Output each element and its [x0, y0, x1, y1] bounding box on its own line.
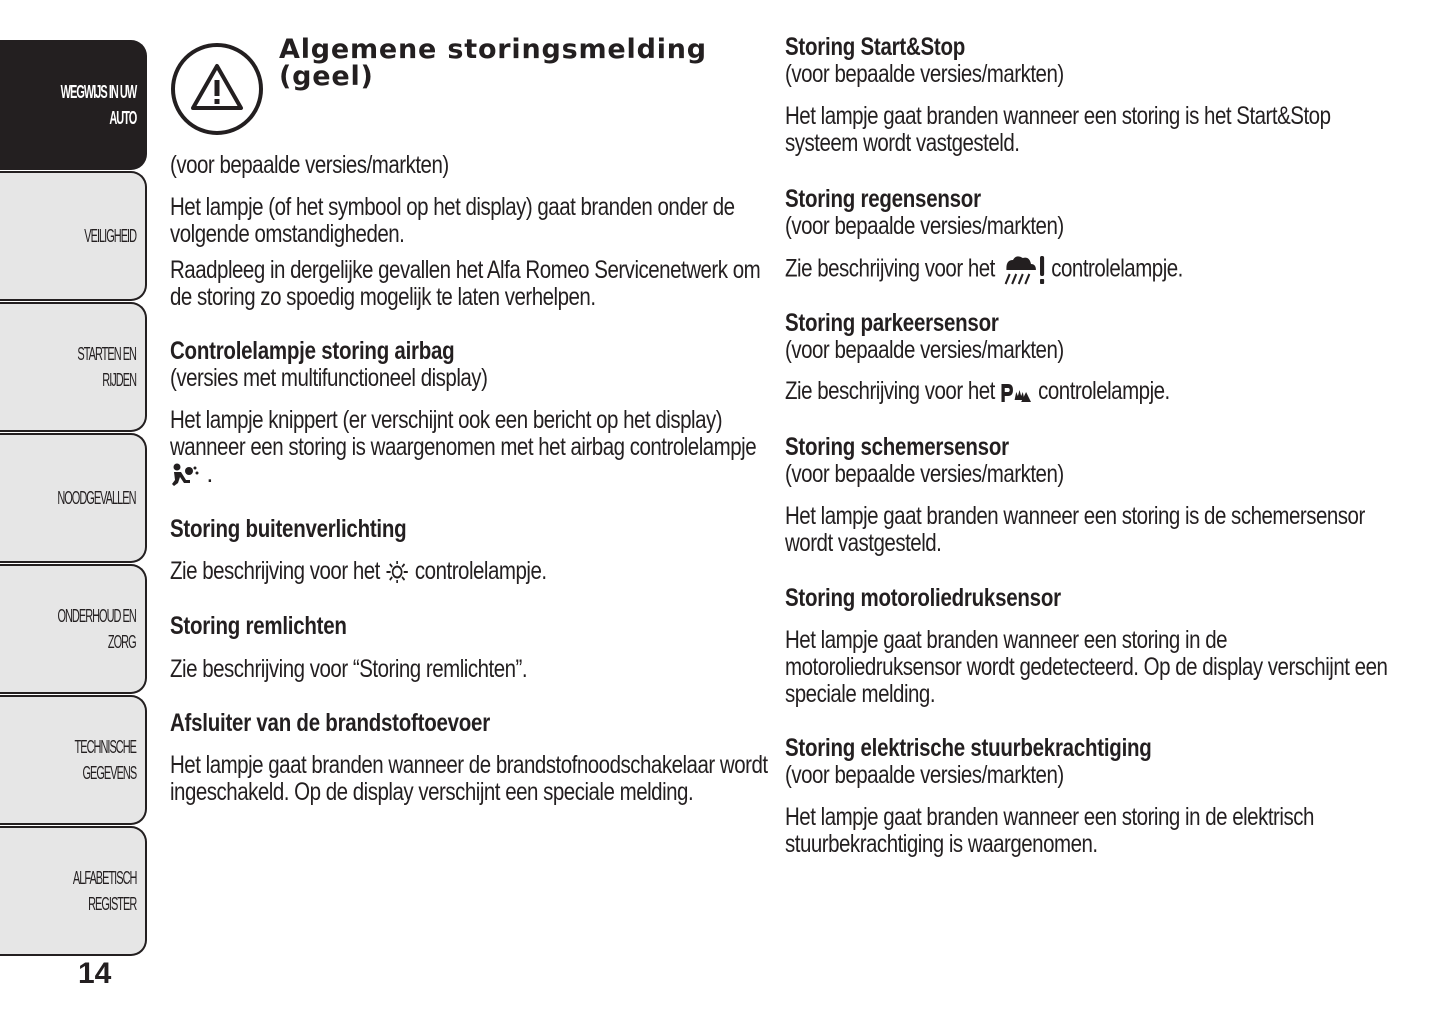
- tab-noodgevallen[interactable]: [0, 433, 147, 563]
- tab-technische-gegevens[interactable]: [0, 695, 147, 825]
- section-heading: Storing buitenverlichting: [170, 515, 407, 543]
- tab-label: ZORG: [108, 632, 136, 652]
- section-heading: Controlelampje storing airbag: [170, 337, 455, 365]
- body-line: motoroliedruksensor wordt gedetecteerd. Op de display verschijnt een: [785, 653, 1388, 681]
- body-text: controlelampje.: [1038, 377, 1170, 405]
- variant-note: (voor bepaalde versies/markten): [170, 151, 449, 179]
- variant-note: (voor bepaalde versies/markten): [785, 761, 1064, 789]
- body-text: Zie beschrijving voor het: [785, 254, 995, 283]
- variant-note: (voor bepaalde versies/markten): [785, 460, 1064, 488]
- tab-alfabetisch-register[interactable]: [0, 826, 147, 956]
- tab-label: AUTO: [109, 108, 136, 128]
- body-text: Zie beschrijving voor het: [170, 557, 380, 585]
- body-line: Het lampje gaat branden wanneer een storing in de: [785, 626, 1228, 654]
- light-bulb-icon: [385, 560, 410, 584]
- warning-triangle-icon: [170, 42, 264, 136]
- tab-label: NOODGEVALLEN: [57, 488, 136, 508]
- tab-onderhoud-en-zorg[interactable]: [0, 564, 147, 694]
- section-heading: Storing motoroliedruksensor: [785, 584, 1061, 612]
- tab-label: WEGWIJS IN UW: [60, 82, 136, 102]
- title-line: (geel): [279, 61, 374, 92]
- title-line: Algemene storingsmelding: [279, 34, 707, 65]
- variant-note: (versies met multifunctioneel display): [170, 364, 488, 392]
- body-text: controlelampje.: [1051, 254, 1183, 283]
- body-text: controlelampje.: [414, 557, 547, 585]
- tab-label: GEGEVENS: [82, 763, 136, 783]
- body-line: speciale melding.: [785, 680, 936, 708]
- tab-label: REGISTER: [87, 894, 136, 914]
- tab-label: TECHNISCHE: [74, 737, 136, 757]
- body-text: .: [206, 460, 213, 488]
- body-line: Het lampje (of het symbool op het display) gaat branden onder de: [170, 193, 735, 221]
- section-heading: Storing remlichten: [170, 612, 347, 640]
- variant-note: (voor bepaalde versies/markten): [785, 212, 1064, 240]
- section-heading: Storing Start&Stop: [785, 33, 966, 61]
- body-line: Raadpleeg in dergelijke gevallen het Alfa Romeo Servicenetwerk om: [170, 256, 761, 284]
- tab-starten-en-rijden[interactable]: [0, 302, 147, 432]
- body-line: Het lampje gaat branden wanneer een storing in de elektrisch: [785, 803, 1314, 831]
- tab-label: VEILIGHEID: [84, 226, 136, 246]
- variant-note: (voor bepaalde versies/markten): [785, 60, 1064, 88]
- body-line: wordt vastgesteld.: [785, 529, 942, 557]
- body-line: Het lampje knippert (er verschijnt ook een bericht op het display): [170, 406, 723, 434]
- section-heading: Storing schemersensor: [785, 433, 1009, 461]
- tab-veiligheid[interactable]: [0, 171, 147, 301]
- tab-label: STARTEN EN RIJDEN: [77, 344, 136, 390]
- body-line: Het lampje gaat branden wanneer een storing is de schemersensor: [785, 502, 1365, 530]
- body-line: wanneer een storing is waargenomen met het airbag controlelampje: [170, 433, 757, 461]
- airbag-icon: [170, 463, 200, 487]
- tab-wegwijs[interactable]: [0, 40, 147, 170]
- section-heading: Afsluiter van de brandstoftoevoer: [170, 709, 490, 737]
- rain-sensor-icon: [1000, 254, 1046, 286]
- tab-label: ALFABETISCH: [72, 868, 136, 888]
- body-line: Het lampje gaat branden wanneer de brandstofnoodschakelaar wordt: [170, 751, 768, 779]
- body-line: Het lampje gaat branden wanneer een storing is het Start&Stop: [785, 102, 1331, 130]
- section-heading: Storing regensensor: [785, 185, 981, 213]
- body-line: de storing zo spoedig mogelijk te laten verhelpen.: [170, 283, 596, 311]
- body-line: systeem wordt vastgesteld.: [785, 129, 1020, 157]
- page-number: 14: [78, 957, 112, 990]
- section-heading: Storing parkeersensor: [785, 309, 999, 337]
- tab-label: ONDERHOUD EN: [57, 606, 136, 626]
- general-warning-title: [279, 36, 869, 90]
- body-line: volgende omstandigheden.: [170, 220, 405, 248]
- body-line: Zie beschrijving voor “Storing remlichten”.: [170, 655, 528, 683]
- variant-note: (voor bepaalde versies/markten): [785, 336, 1064, 364]
- body-line: stuurbekrachtiging is waargenomen.: [785, 830, 1098, 858]
- section-heading: Storing elektrische stuurbekrachtiging: [785, 734, 1152, 762]
- body-line: ingeschakeld. Op de display verschijnt een speciale melding.: [170, 778, 694, 806]
- parking-sensor-icon: [1000, 380, 1033, 404]
- body-text: Zie beschrijving voor het: [785, 377, 995, 405]
